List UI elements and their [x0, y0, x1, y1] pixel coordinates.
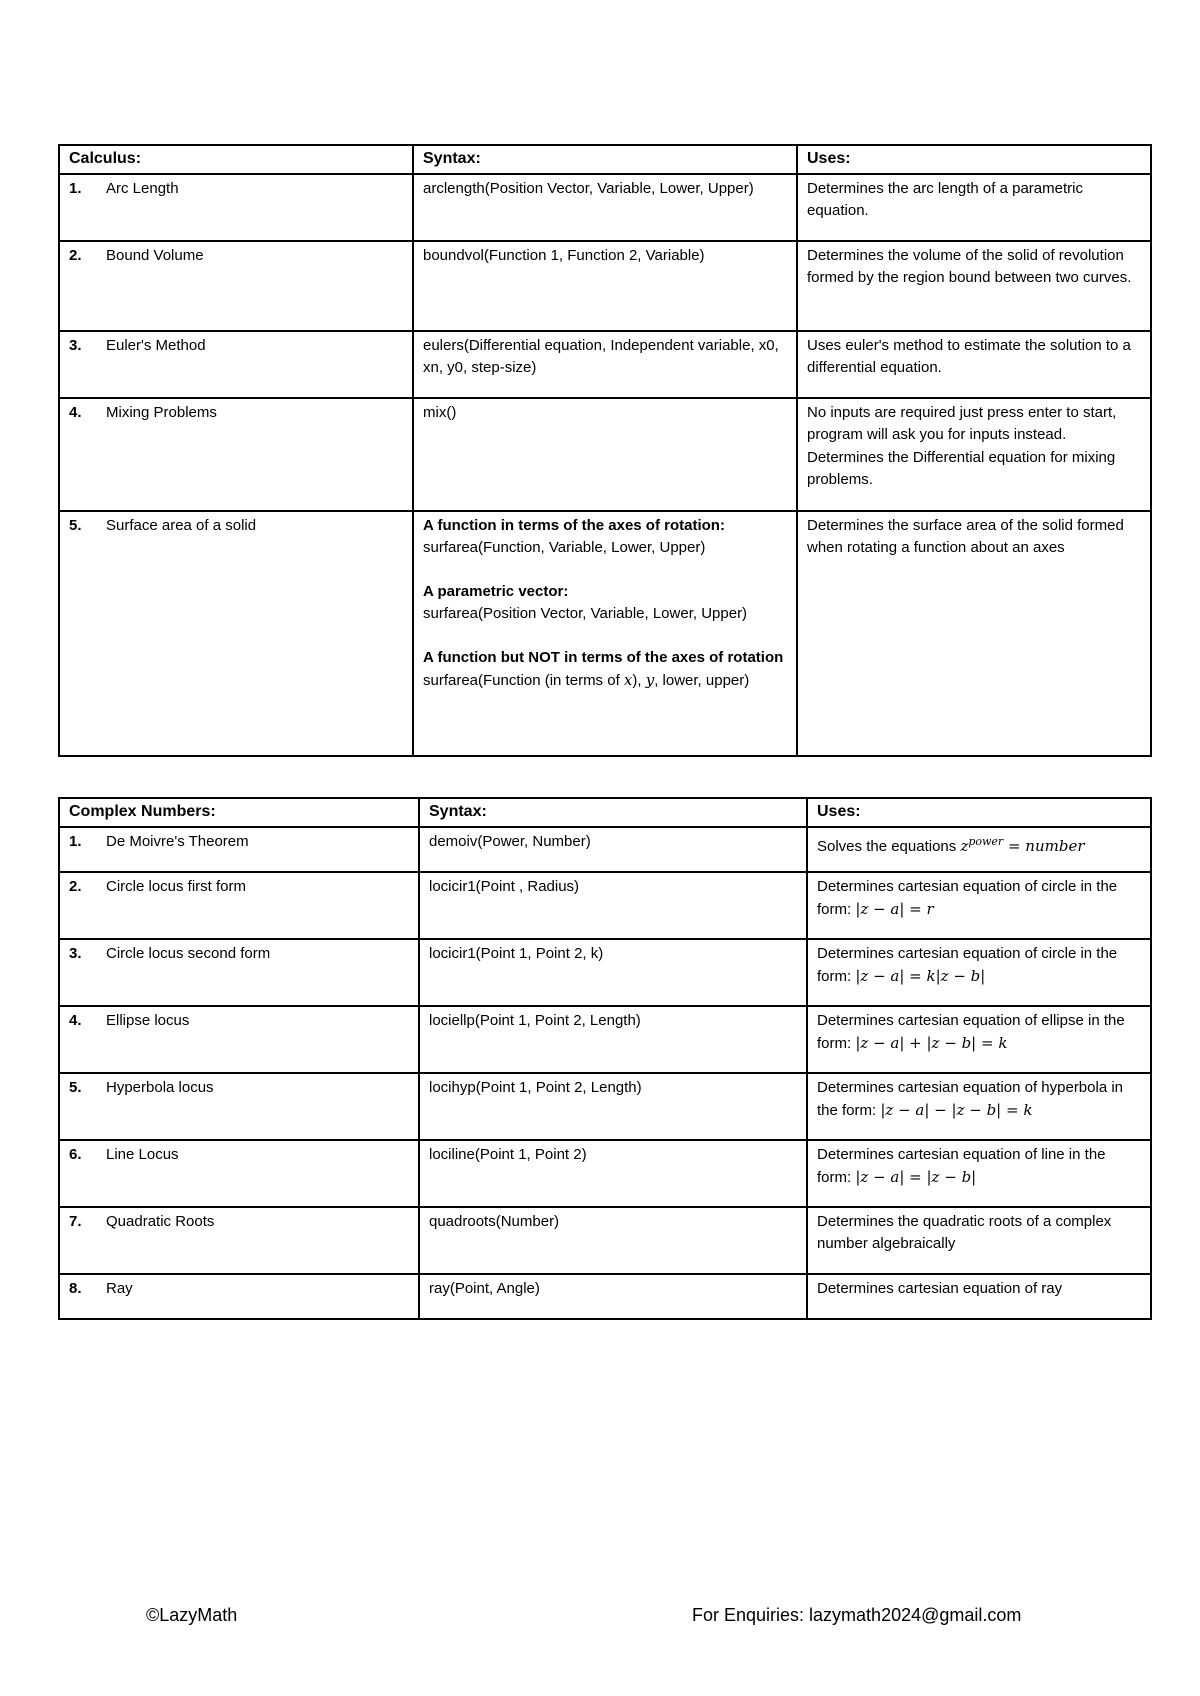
row-syntax: lociellp(Point 1, Point 2, Length) [419, 1006, 807, 1073]
table-row [59, 939, 1151, 1006]
row-name: Surface area of a solid [106, 516, 257, 534]
table-row [59, 1073, 1151, 1140]
calculus-header-row [59, 145, 1151, 174]
table-row [59, 872, 1151, 939]
table-row [59, 398, 1151, 511]
table-row [59, 1274, 1151, 1319]
row-uses: No inputs are required just press enter to start, program will ask you for inputs instead. Determines the Differential equation for mixing problems. [797, 398, 1151, 511]
row-number: 3. [69, 944, 82, 962]
row-number: 1. [69, 832, 82, 850]
row-name-cell [59, 1207, 419, 1274]
table-row [59, 1207, 1151, 1274]
complex-header-syntax: Syntax: [419, 798, 807, 827]
row-number: 3. [69, 336, 82, 354]
row-name-cell [59, 241, 413, 331]
row-uses: Determines cartesian equation of line in the form: |z − a| = |z − b| [807, 1140, 1151, 1207]
footer-copyright: ©LazyMath [146, 1605, 238, 1625]
row-name: De Moivre's Theorem [106, 832, 249, 850]
table-row [59, 331, 1151, 398]
row-number: 4. [69, 403, 82, 421]
row-name-cell [59, 872, 419, 939]
syntax-case-text: surfarea(Function (in terms of x), y, lower, upper) [423, 671, 750, 689]
row-name-cell [59, 1006, 419, 1073]
row-name: Circle locus second form [106, 944, 271, 962]
row-syntax: lociline(Point 1, Point 2) [419, 1140, 807, 1207]
row-number: 4. [69, 1011, 82, 1029]
syntax-case-label: A parametric vector: [423, 582, 569, 600]
row-uses: Determines the quadratic roots of a complex number algebraically [807, 1207, 1151, 1274]
row-syntax: ray(Point, Angle) [419, 1274, 807, 1319]
calculus-header-syntax: Syntax: [413, 145, 797, 174]
syntax-case-text: surfarea(Position Vector, Variable, Lower, Upper) [423, 605, 748, 622]
table-row [59, 1140, 1151, 1207]
table-row [59, 511, 1151, 756]
row-syntax: locicir1(Point 1, Point 2, k) [419, 939, 807, 1006]
row-number: 6. [69, 1145, 82, 1163]
table-row [59, 174, 1151, 241]
row-uses: Determines cartesian equation of ray [807, 1274, 1151, 1319]
row-number: 5. [69, 1078, 82, 1096]
row-uses: Determines cartesian equation of circle in the form: |z − a| = k|z − b| [807, 939, 1151, 1006]
row-syntax: locicir1(Point , Radius) [419, 872, 807, 939]
row-name: Circle locus first form [106, 877, 247, 895]
syntax-case-label: A function in terms of the axes of rotation: [423, 516, 725, 534]
row-name: Arc Length [106, 179, 179, 197]
row-uses: Solves the equations $z^{power}$ = number [807, 827, 1151, 872]
row-name: Ray [106, 1279, 133, 1297]
complex-header-name: Complex Numbers: [59, 798, 419, 827]
row-syntax: mix() [413, 398, 797, 511]
row-name: Mixing Problems [106, 403, 217, 421]
row-number: 8. [69, 1279, 82, 1297]
calculus-header-name: Calculus: [59, 145, 413, 174]
row-name-cell [59, 398, 413, 511]
row-name-cell [59, 827, 419, 872]
row-syntax: locihyp(Point 1, Point 2, Length) [419, 1073, 807, 1140]
row-name: Line Locus [106, 1145, 179, 1163]
row-name-cell [59, 174, 413, 241]
row-syntax: boundvol(Function 1, Function 2, Variable) [413, 241, 797, 331]
row-name: Euler's Method [106, 336, 206, 354]
row-name-cell [59, 1274, 419, 1319]
row-name-cell [59, 331, 413, 398]
row-number: 1. [69, 179, 82, 197]
row-name-cell [59, 939, 419, 1006]
syntax-case-text: surfarea(Function, Variable, Lower, Upper) [423, 539, 706, 556]
row-name: Ellipse locus [106, 1011, 190, 1029]
complex-numbers-table [58, 797, 1152, 1320]
row-name-cell [59, 1073, 419, 1140]
row-syntax-cell [413, 511, 797, 756]
row-name-cell [59, 511, 413, 756]
calculus-header-uses: Uses: [797, 145, 1151, 174]
calculus-table [58, 144, 1152, 757]
complex-header-row [59, 798, 1151, 827]
row-syntax: quadroots(Number) [419, 1207, 807, 1274]
row-name: Hyperbola locus [106, 1078, 214, 1096]
syntax-case-label: A function but NOT in terms of the axes of rotation [423, 648, 784, 666]
row-uses: Uses euler's method to estimate the solution to a differential equation. [797, 331, 1151, 398]
row-uses: Determines the surface area of the solid formed when rotating a function about an axes [797, 511, 1151, 756]
complex-header-uses: Uses: [807, 798, 1151, 827]
row-syntax: arclength(Position Vector, Variable, Lower, Upper) [413, 174, 797, 241]
row-number: 7. [69, 1212, 82, 1230]
table-row [59, 1006, 1151, 1073]
row-uses: Determines cartesian equation of hyperbola in the form: |z − a| − |z − b| = k [807, 1073, 1151, 1140]
row-name: Bound Volume [106, 246, 204, 264]
row-syntax: eulers(Differential equation, Independent variable, x0, xn, y0, step-size) [413, 331, 797, 398]
footer-enquiries: For Enquiries: lazymath2024@gmail.com [692, 1605, 1022, 1625]
row-name: Quadratic Roots [106, 1212, 215, 1230]
table-row [59, 241, 1151, 331]
row-number: 2. [69, 246, 82, 264]
row-number: 5. [69, 516, 82, 534]
table-row [59, 827, 1151, 872]
row-uses: Determines cartesian equation of ellipse in the form: |z − a| + |z − b| = k [807, 1006, 1151, 1073]
row-uses: Determines the volume of the solid of revolution formed by the region bound between two curves. [797, 241, 1151, 331]
row-name-cell [59, 1140, 419, 1207]
row-uses: Determines the arc length of a parametric equation. [797, 174, 1151, 241]
row-number: 2. [69, 877, 82, 895]
row-uses: Determines cartesian equation of circle in the form: |z − a| = r [807, 872, 1151, 939]
row-syntax: demoiv(Power, Number) [419, 827, 807, 872]
